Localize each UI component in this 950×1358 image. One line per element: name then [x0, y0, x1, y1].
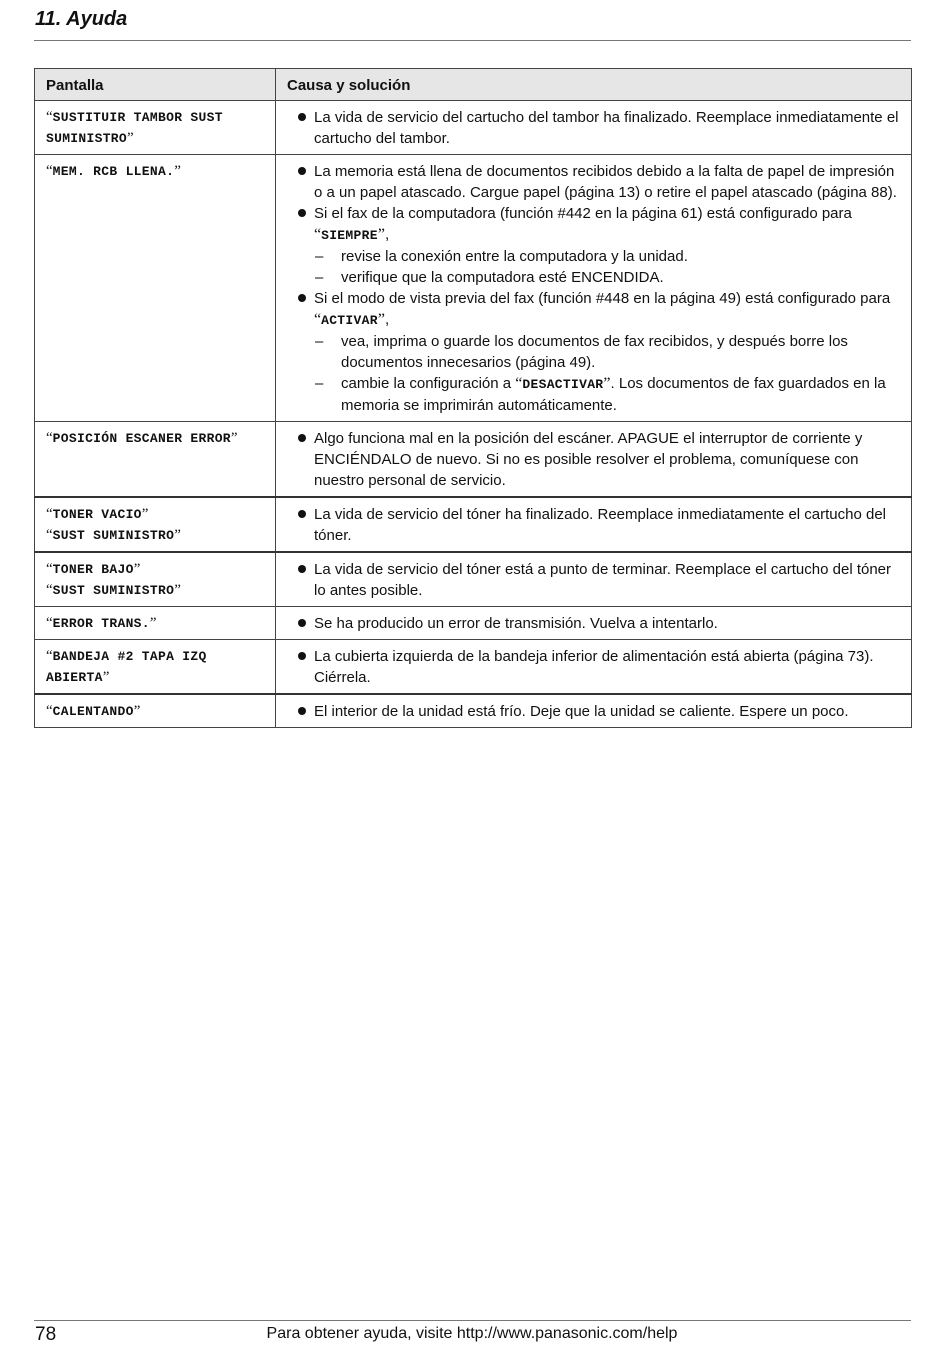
display-message: “SUST SUMINISTRO”: [46, 527, 181, 543]
solution-subitem: – cambie la configuración a “DESACTIVAR”. Los documentos de fax guardados en la memoria se imprimirán automáticamente.: [287, 373, 900, 416]
solution-bullet: La vida de servicio del cartucho del tambor ha finalizado. Reemplace inmediatamente el cartucho del tambor.: [287, 107, 900, 149]
solution-bullet: El interior de la unidad está frío. Deje que la unidad se caliente. Espere un poco.: [287, 701, 900, 722]
solution-bullet: Si el fax de la computadora (función #442 en la página 61) está configurado para “SIEMPRE”,: [287, 203, 900, 246]
footer-divider: [34, 1320, 911, 1321]
table-row: [35, 552, 912, 607]
table-row: [35, 155, 912, 422]
solution-bullet: La memoria está llena de documentos recibidos debido a la falta de papel de impresión o a un papel atascado. Cargue papel (página 13) o retire el papel atascado (página 88).: [287, 161, 900, 203]
display-cell: [35, 422, 276, 498]
solution-cell: [276, 155, 912, 422]
page-number: 78: [35, 1324, 57, 1345]
solution-bullet: Se ha producido un error de transmisión. Vuelva a intentarlo.: [287, 613, 900, 634]
help-table: [34, 68, 912, 728]
solution-subitem: – revise la conexión entre la computadora y la unidad.: [287, 246, 900, 267]
display-message: “MEM. RCB LLENA.”: [46, 163, 181, 179]
display-message: “CALENTANDO”: [46, 703, 141, 719]
display-cell: [35, 640, 276, 695]
display-cell: [35, 694, 276, 728]
display-message: “BANDEJA #2 TAPA IZQ ABIERTA”: [46, 648, 207, 685]
display-cell: [35, 607, 276, 640]
footer-help-link-text: Para obtener ayuda, visite http://www.panasonic.com/help: [266, 1325, 678, 1342]
solution-bullet: La vida de servicio del tóner ha finalizado. Reemplace inmediatamente el cartucho del tóner.: [287, 504, 900, 546]
display-message: “SUSTITUIR TAMBOR SUST SUMINISTRO”: [46, 109, 223, 146]
table-row: [35, 101, 912, 155]
display-message: “SUST SUMINISTRO”: [46, 582, 181, 598]
table-row: [35, 607, 912, 640]
display-cell: [35, 101, 276, 155]
solution-cell: [276, 552, 912, 607]
solution-cell: [276, 101, 912, 155]
section-title: 11. Ayuda: [35, 8, 128, 30]
solution-bullet: Si el modo de vista previa del fax (función #448 en la página 49) está configurado para “ACTIVAR”,: [287, 288, 900, 331]
display-cell: [35, 497, 276, 552]
header-pantalla: Pantalla: [35, 69, 276, 101]
display-message: “TONER VACIO”: [46, 506, 149, 522]
header-divider: [34, 40, 911, 41]
display-message: “POSICIÓN ESCANER ERROR”: [46, 430, 238, 446]
solution-cell: [276, 497, 912, 552]
setting-value: ACTIVAR: [321, 313, 378, 328]
setting-value: DESACTIVAR: [522, 377, 604, 392]
display-cell: [35, 552, 276, 607]
setting-value: SIEMPRE: [321, 228, 378, 243]
display-cell: [35, 155, 276, 422]
header-causa-solucion: Causa y solución: [276, 69, 912, 101]
table-header-row: [35, 69, 912, 101]
table-row: [35, 640, 912, 695]
solution-cell: [276, 640, 912, 695]
table-row: [35, 694, 912, 728]
solution-subitem: – verifique que la computadora esté ENCENDIDA.: [287, 267, 900, 288]
solution-bullet: La cubierta izquierda de la bandeja inferior de alimentación está abierta (página 73). Ciérrela.: [287, 646, 900, 688]
display-message: “TONER BAJO”: [46, 561, 141, 577]
solution-bullet: La vida de servicio del tóner está a punto de terminar. Reemplace el cartucho del tóner lo antes posible.: [287, 559, 900, 601]
table-row: [35, 422, 912, 498]
solution-cell: [276, 607, 912, 640]
solution-subitem: – vea, imprima o guarde los documentos de fax recibidos, y después borre los documentos innecesarios (página 49).: [287, 331, 900, 373]
display-message: “ERROR TRANS.”: [46, 615, 157, 631]
table-row: [35, 497, 912, 552]
solution-cell: [276, 694, 912, 728]
solution-cell: [276, 422, 912, 498]
solution-bullet: Algo funciona mal en la posición del escáner. APAGUE el interruptor de corriente y ENCIÉNDALO de nuevo. Si no es posible resolver el problema, comuníquese con nuestro personal de servicio.: [287, 428, 900, 491]
